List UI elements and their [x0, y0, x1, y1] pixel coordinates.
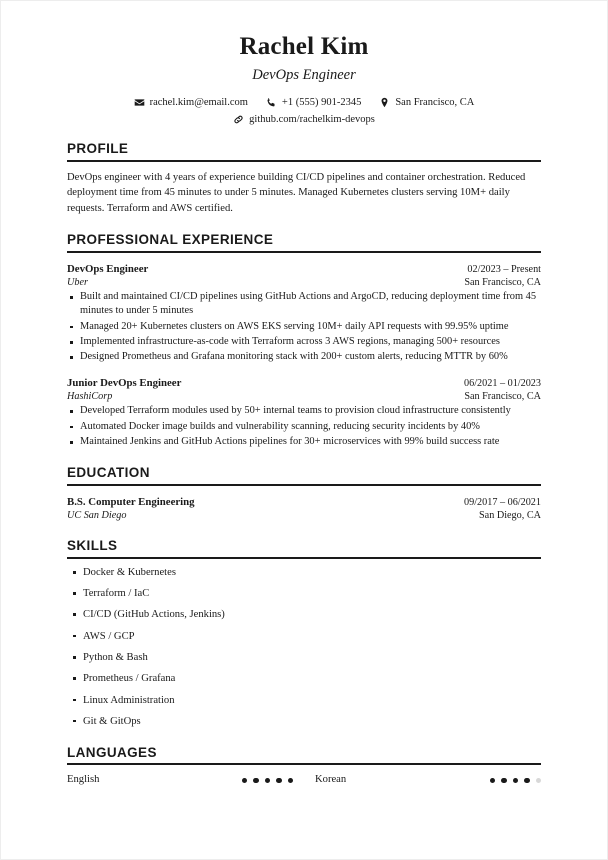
experience-entry-header: [67, 376, 541, 390]
section-heading-experience: PROFESSIONAL EXPERIENCE: [67, 232, 541, 253]
experience-bullet: Built and maintained CI/CD pipelines using GitHub Actions and ArgoCD, reducing deployment time from 45 minutes to under 5 minutes: [67, 290, 541, 319]
proficiency-dot-filled: [265, 778, 270, 783]
language-name: Korean: [315, 774, 347, 786]
candidate-name: Rachel Kim: [239, 33, 369, 60]
experience-role: DevOps Engineer: [67, 262, 149, 275]
proficiency-dot-filled: [276, 778, 281, 783]
language-item: [67, 774, 293, 787]
education-degree: B.S. Computer Engineering: [67, 495, 195, 508]
education-date: 09/2017 – 06/2021: [464, 496, 541, 508]
experience-bullet-list: [67, 404, 541, 449]
education-school: UC San Diego: [67, 510, 127, 522]
skill-item: Docker & Kubernetes: [67, 566, 541, 580]
experience-company: Uber: [67, 276, 88, 288]
education-entry-header: [67, 495, 541, 509]
section-heading-education: EDUCATION: [67, 465, 541, 486]
contact-location: [379, 97, 474, 108]
language-proficiency-dots: [490, 778, 541, 783]
section-heading-skills: SKILLS: [67, 538, 541, 559]
experience-bullet: Maintained Jenkins and GitHub Actions pipelines for 30+ microservices with 99% build success rate: [67, 435, 541, 449]
contact-email-text: rachel.kim@email.com: [149, 97, 248, 109]
section-heading-languages: LANGUAGES: [67, 745, 541, 766]
skills-list: [67, 566, 541, 729]
section-experience: [67, 232, 541, 449]
experience-date: 02/2023 – Present: [467, 263, 541, 275]
language-proficiency-dots: [242, 778, 293, 783]
envelope-icon: [134, 97, 145, 108]
proficiency-dot-filled: [501, 778, 506, 783]
skill-item: CI/CD (GitHub Actions, Jenkins): [67, 608, 541, 622]
candidate-job-title: DevOps Engineer: [252, 66, 356, 83]
proficiency-dot-filled: [288, 778, 293, 783]
experience-role: Junior DevOps Engineer: [67, 376, 182, 389]
experience-bullet-list: [67, 290, 541, 365]
contact-row-secondary: [67, 114, 541, 125]
skill-item: Prometheus / Grafana: [67, 672, 541, 686]
education-location: San Diego, CA: [479, 510, 541, 522]
experience-entry-subheader: [67, 276, 541, 289]
education-entry-subheader: [67, 509, 541, 522]
resume-content: [1, 1, 607, 787]
skill-item: AWS / GCP: [67, 630, 541, 644]
skill-item: Python & Bash: [67, 651, 541, 665]
experience-bullet: Implemented infrastructure-as-code with Terraform across 3 AWS regions, managing 500+ resources: [67, 335, 541, 349]
contact-phone[interactable]: [266, 97, 361, 108]
section-languages: [67, 745, 541, 787]
skill-item: Linux Administration: [67, 694, 541, 708]
contact-website-text: github.com/rachelkim-devops: [249, 114, 375, 126]
experience-bullet: Managed 20+ Kubernetes clusters on AWS EKS serving 10M+ daily API requests with 99.95% uptime: [67, 320, 541, 334]
experience-entry: [67, 376, 541, 450]
contact-row-primary: [67, 97, 541, 108]
languages-grid: [67, 774, 541, 787]
education-entry: [67, 495, 541, 523]
contact-email[interactable]: [134, 97, 248, 108]
contact-website[interactable]: [233, 114, 375, 125]
skill-item: Git & GitOps: [67, 715, 541, 729]
experience-bullet: Automated Docker image builds and vulnerability scanning, reducing security incidents by 40%: [67, 420, 541, 434]
experience-location: San Francisco, CA: [464, 391, 541, 403]
resume-header: [67, 33, 541, 125]
proficiency-dot-filled: [242, 778, 247, 783]
contact-phone-text: +1 (555) 901-2345: [281, 97, 362, 109]
experience-entry: [67, 262, 541, 365]
experience-entry-subheader: [67, 390, 541, 403]
language-name: English: [67, 774, 100, 786]
contact-location-text: San Francisco, CA: [395, 97, 475, 109]
section-heading-profile: PROFILE: [67, 141, 541, 162]
map-pin-icon: [379, 97, 390, 108]
experience-company: HashiCorp: [67, 391, 113, 403]
phone-icon: [266, 97, 277, 108]
link-icon: [233, 114, 244, 125]
experience-location: San Francisco, CA: [464, 276, 541, 288]
experience-bullet: Developed Terraform modules used by 50+ internal teams to provision cloud infrastructure consistently: [67, 404, 541, 418]
proficiency-dot-filled: [253, 778, 258, 783]
proficiency-dot-filled: [513, 778, 518, 783]
section-skills: [67, 538, 541, 728]
experience-entry-header: [67, 262, 541, 276]
proficiency-dot-empty: [536, 778, 541, 783]
section-education: [67, 465, 541, 522]
profile-summary-text: DevOps engineer with 4 years of experience building CI/CD pipelines and container orchestration. Reduced deployment time from 45 minutes to under 5 minutes. Managed Kubernetes clusters serving 10M+ daily requests. Terraform and AWS certified.: [67, 171, 526, 214]
proficiency-dot-filled: [524, 778, 529, 783]
language-item: [315, 774, 541, 787]
proficiency-dot-filled: [490, 778, 495, 783]
skill-item: Terraform / IaC: [67, 587, 541, 601]
experience-bullet: Designed Prometheus and Grafana monitoring stack with 200+ custom alerts, reducing MTTR by 60%: [67, 350, 541, 364]
experience-date: 06/2021 – 01/2023: [464, 377, 541, 389]
section-profile: [67, 141, 541, 216]
